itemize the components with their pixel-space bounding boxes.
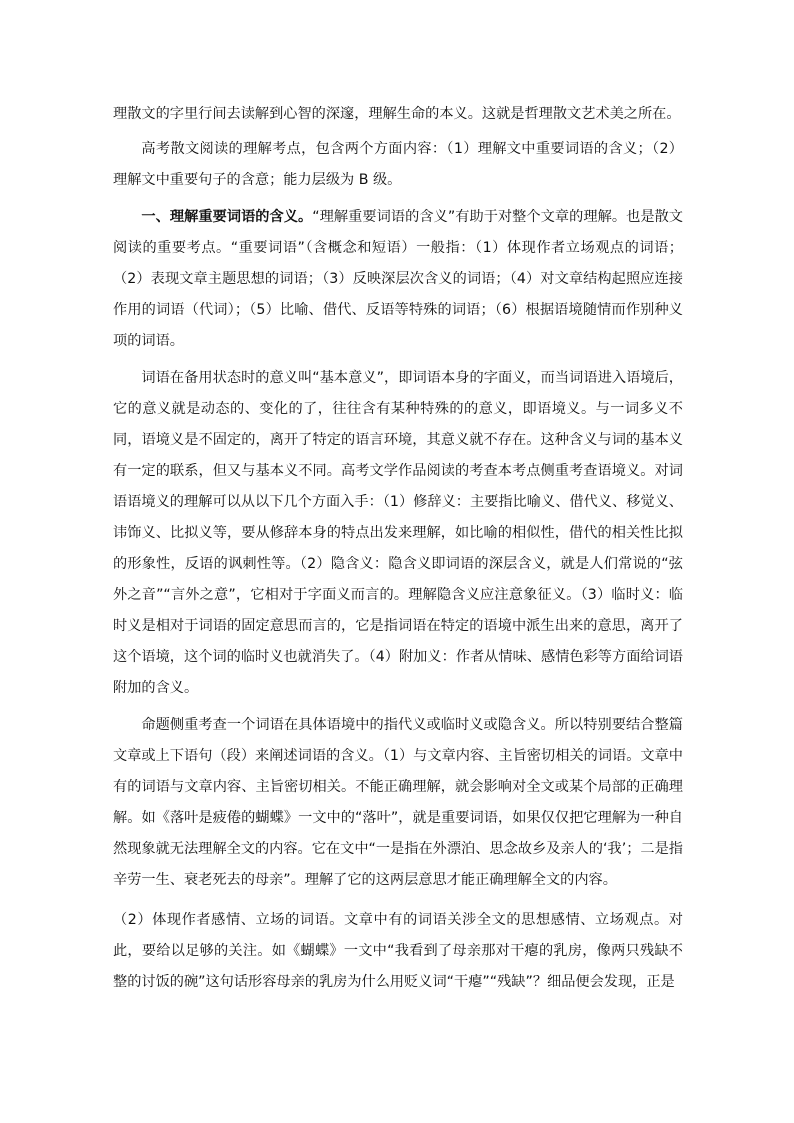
paragraph bbox=[113, 134, 683, 196]
paragraph-text: 命题侧重考查一个词语在具体语境中的指代义或临时义或隐含义。所以特别要结合整篇文章或上下语句（段）来阐述词语的含义。（1）与文章内容、主旨密切相关的词语。文章中有的词语与文章内容、主旨密切相关。不能正确理解，就会影响对全文或某个局部的正确理解。如《落叶是疲倦的蝴蝶》一文中的“落叶”，就是重要词语，如果仅仅把它理解为一种自然现象就无法理解全文的内容。它在文中“一是指在外漂泊、思念故乡及亲人的‘我’；二是指辛劳一生、衰老死去的母亲”。理解了它的这两层意思才能正确理解全文的内容。 bbox=[113, 717, 683, 888]
paragraph-text: 理散文的字里行间去读解到心智的深邃，理解生命的本义。这就是哲理散文艺术美之所在。 bbox=[113, 106, 681, 122]
paragraph-text: （2）体现作者感情、立场的词语。文章中有的词语关涉全文的思想感情、立场观点。对此，要给以足够的关注。如《蝴蝶》一文中“我看到了母亲那对干瘪的乳房，像两只残缺不整的讨饭的碗”这句话形容母亲的乳房为什么用贬义词“干瘪”“残缺”？细品便会发现，正是 bbox=[113, 912, 683, 990]
paragraph-text: 高考散文阅读的理解考点，包含两个方面内容：（1）理解文中重要词语的含义；（2）理解文中重要句子的含意；能力层级为 B 级。 bbox=[113, 141, 683, 188]
paragraph bbox=[113, 202, 683, 357]
section-heading: 一、理解重要词语的含义。 bbox=[141, 209, 313, 225]
paragraph bbox=[113, 99, 683, 130]
paragraph-text: 词语在备用状态时的意义叫“基本意义”，即词语本身的字面义，而当词语进入语境后，它的意义就是动态的、变化的了，往往含有某种特殊的的意义，即语境义。与一词多义不同，语境义是不固定的，离开了特定的语言环境，其意义就不存在。这种含义与词的基本义有一定的联系，但又与基本义不同。高考文学作品阅读的考查本考点侧重考查语境义。对词语语境义的理解可以从以下几个方面入手：（1）修辞义：主要指比喻义、借代义、移觉义、讳饰义、比拟义等，要从修辞本身的特点出发来理解，如比喻的相似性，借代的相关性比拟的形象性，反语的讽刺性等。（2）隐含义：隐含义即词语的深层含义，就是人们常说的“弦外之音”“言外之意”，它相对于字面义而言的。理解隐含义应注意象征义。（3）临时义：临时义是相对于词语的固定意思而言的，它是指词语在特定的语境中派生出来的意思，离开了这个语境，这个词的临时义也就消失了。（4）附加义：作者从情味、感情色彩等方面给词语附加的含义。 bbox=[113, 370, 683, 696]
paragraph bbox=[113, 710, 683, 896]
paragraph-text: “理解重要词语的含义”有助于对整个文章的理解。也是散文阅读的重要考点。“重要词语”（含概念和短语）一般指：（1）体现作者立场观点的词语；（2）表现文章主题思想的词语；（3）反映深层次含义的词语；（4）对文章结构起照应连接作用的词语（代词）；（5）比喻、借代、反语等特殊的词语；（6）根据语境随情而作别种义项的词语。 bbox=[113, 209, 683, 349]
paragraph bbox=[113, 363, 683, 704]
paragraph bbox=[113, 905, 683, 998]
